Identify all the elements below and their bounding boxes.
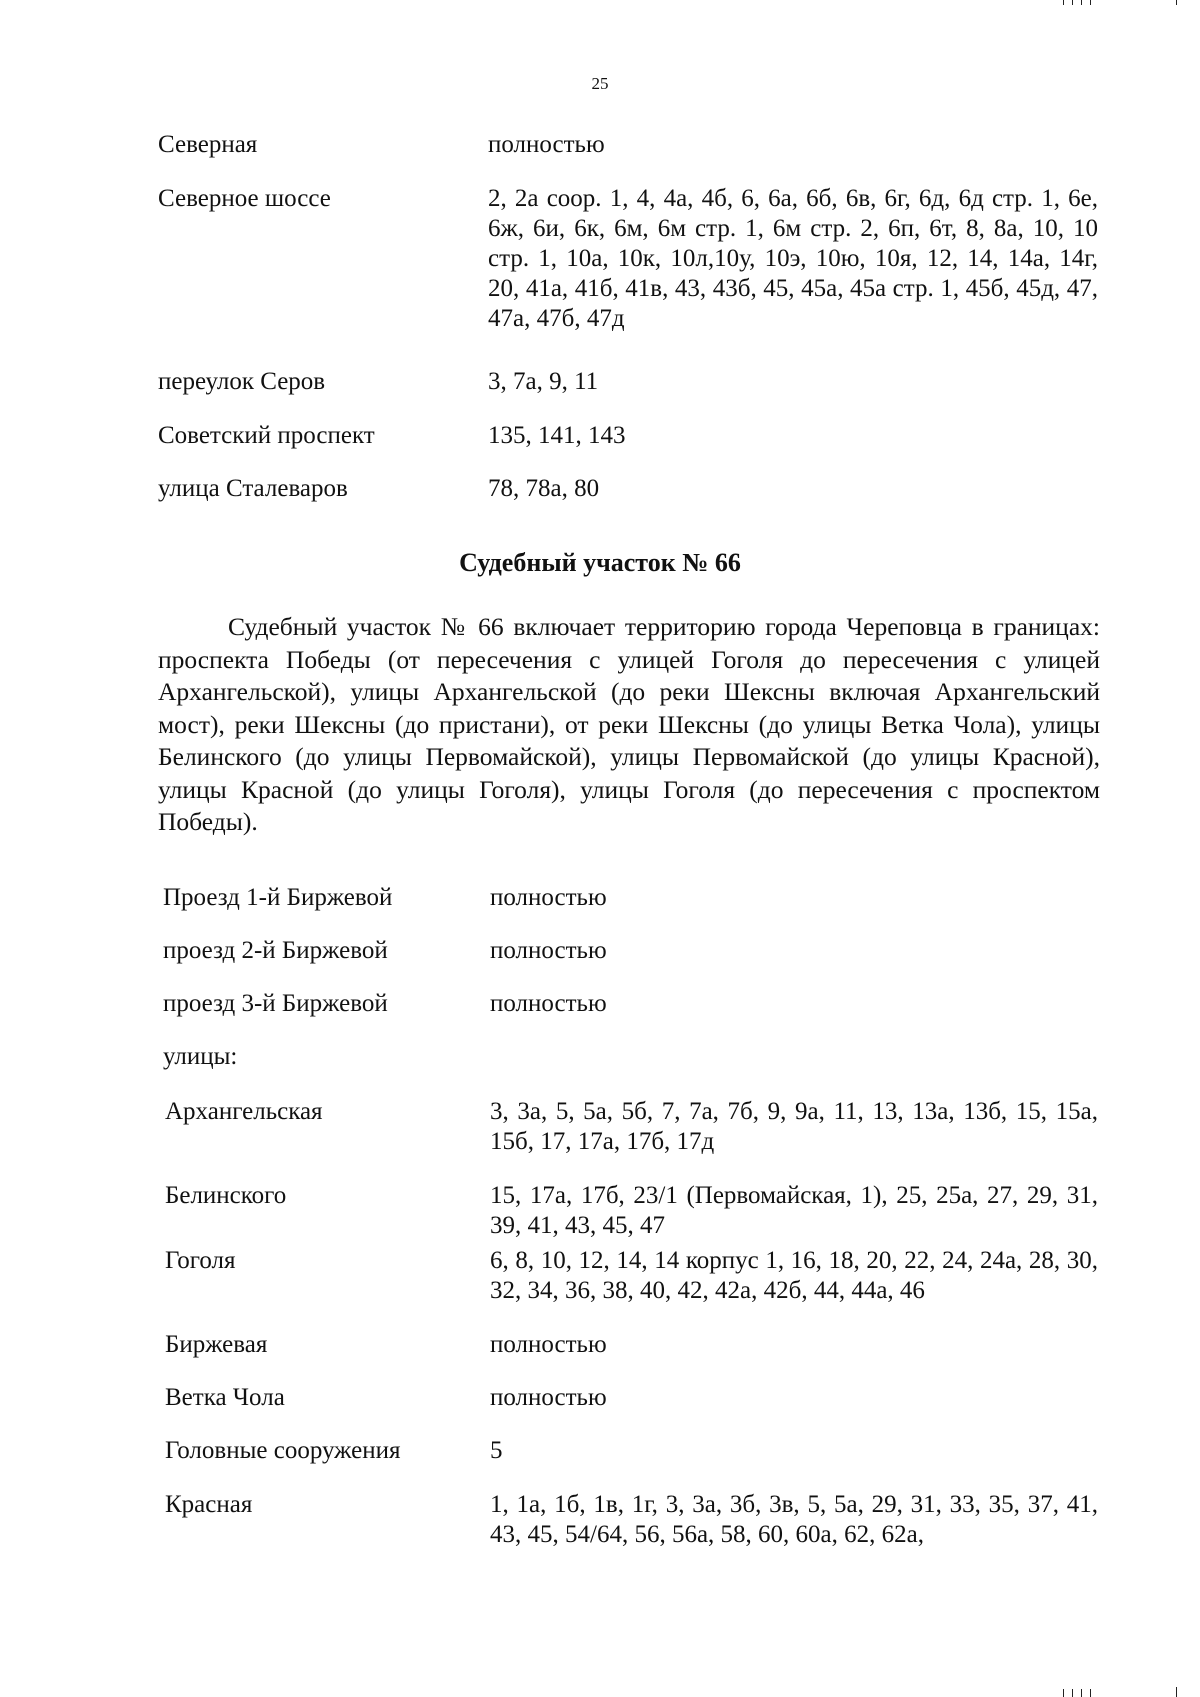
street-name: Архангельская: [165, 1098, 323, 1125]
address-row: [158, 367, 1098, 397]
address-row: [165, 1383, 1098, 1413]
scan-mark: [1063, 1689, 1064, 1697]
house-numbers: полностью: [490, 1331, 607, 1358]
address-row: [158, 474, 1098, 504]
scan-mark: [1090, 0, 1091, 5]
address-row: [163, 936, 1098, 966]
address-row: [165, 1490, 1098, 1550]
address-row: [163, 989, 1098, 1019]
house-numbers: 2, 2а соор. 1, 4, 4а, 4б, 6, 6а, 6б, 6в, 6г, 6д, 6д стр. 1, 6е, 6ж, 6и, 6к, 6м, 6м стр. 1, 6м стр. 2, 6п, 6т, 8, 8а, 10, 10 стр. 1, 10а, 10к, 10л,10у, 10э, 10ю, 10я, 12, 14, 14а, 14г, 20, 41а, 41б, 41в, 43, 43б, 45, 45а, 45а стр. 1, 45б, 45д, 47, 47а, 47б, 47д: [488, 185, 1098, 332]
street-name: Биржевая: [165, 1331, 268, 1358]
street-name: Северная: [158, 131, 258, 158]
street-name: Белинского: [165, 1182, 287, 1209]
street-name: проезд 3-й Биржевой: [163, 990, 388, 1017]
scan-mark: [1176, 1687, 1177, 1697]
street-name: проезд 2-й Биржевой: [163, 937, 388, 964]
street-name: Советский проспект: [158, 422, 375, 449]
address-row: [158, 130, 1098, 160]
address-row: [165, 1330, 1098, 1360]
street-name: переулок Серов: [158, 368, 326, 395]
page-number: 25: [591, 74, 609, 93]
address-row: [158, 184, 1098, 334]
address-row: [165, 1097, 1098, 1157]
street-name: Ветка Чола: [165, 1384, 285, 1411]
scan-mark: [1063, 0, 1064, 5]
scan-mark: [1072, 1689, 1073, 1697]
street-name: Гоголя: [165, 1247, 236, 1274]
address-row: [165, 1181, 1098, 1241]
address-row: [163, 1042, 1098, 1072]
address-row: [158, 421, 1098, 451]
house-numbers: 15, 17а, 17б, 23/1 (Первомайская, 1), 25, 25а, 27, 29, 31, 39, 41, 43, 45, 47: [490, 1182, 1098, 1239]
section-description: Судебный участок № 66 включает территорию города Череповца в границах: проспекта Победы (от пересечения с улицей Гоголя до пересечения с улицей Архангельской), улицы Архангельской (до реки Шексны включая Архангельский мост), реки Шексны (до пристани), от реки Шексны (до улицы Ветка Чола), улицы Белинского (до улицы Первомайской), улицы Первомайской (до улицы Красной), улицы Красной (до улицы Гоголя), улицы Гоголя (до пересечения с проспектом Победы).: [158, 612, 1100, 836]
house-numbers: 6, 8, 10, 12, 14, 14 корпус 1, 16, 18, 20, 22, 24, 24а, 28, 30, 32, 34, 36, 38, 40, 42, 42а, 42б, 44, 44а, 46: [490, 1247, 1098, 1304]
street-name: улицы:: [163, 1043, 238, 1070]
section-title: Судебный участок № 66: [459, 548, 741, 577]
street-name: улица Сталеваров: [158, 475, 348, 502]
scan-mark: [1090, 1689, 1091, 1697]
house-numbers: 5: [490, 1437, 503, 1464]
house-numbers: полностью: [490, 1384, 607, 1411]
street-name: Головные сооружения: [165, 1437, 401, 1464]
address-row: [165, 1246, 1098, 1306]
scan-mark: [1176, 0, 1177, 5]
house-numbers: полностью: [490, 937, 607, 964]
street-name: Красная: [165, 1491, 253, 1518]
house-numbers: полностью: [488, 131, 605, 158]
scan-mark: [1072, 0, 1073, 5]
house-numbers: полностью: [490, 990, 607, 1017]
address-row: [165, 1436, 1098, 1466]
house-numbers: 1, 1а, 1б, 1в, 1г, 3, 3а, 3б, 3в, 5, 5а, 29, 31, 33, 35, 37, 41, 43, 45, 54/64, 56, 56а, 58, 60, 60а, 62, 62а,: [490, 1491, 1098, 1548]
scan-mark: [1081, 0, 1082, 5]
house-numbers: 3, 3а, 5, 5а, 5б, 7, 7а, 7б, 9, 9а, 11, 13, 13а, 13б, 15, 15а, 15б, 17, 17а, 17б, 17д: [490, 1098, 1098, 1155]
house-numbers: 78, 78а, 80: [488, 475, 600, 502]
street-name: Северное шоссе: [158, 185, 331, 212]
house-numbers: 3, 7а, 9, 11: [488, 368, 599, 395]
address-row: [163, 883, 1098, 913]
house-numbers: 135, 141, 143: [488, 422, 626, 449]
scan-mark: [1081, 1689, 1082, 1697]
street-name: Проезд 1-й Биржевой: [163, 884, 393, 911]
house-numbers: полностью: [490, 884, 607, 911]
